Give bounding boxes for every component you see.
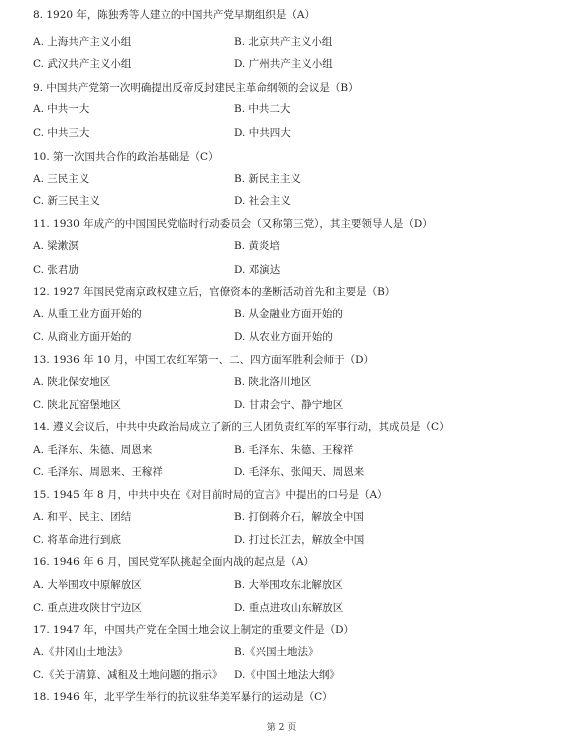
question-8-option-d: D. 广州共产主义小组 (234, 58, 333, 70)
question-8-option-b: B. 北京共产主义小组 (234, 36, 333, 48)
question-12-option-a: A. 从重工业方面开始的 (33, 308, 142, 320)
question-13: 13. 1936 年 10 月，中国工农红军第一、二、四方面军胜利会师于（D） (33, 354, 375, 366)
question-11-option-c: C. 张君劢 (33, 264, 79, 276)
question-11-option-a: A. 梁漱溟 (33, 240, 79, 252)
question-15-option-d: D. 打过长江去，解放全中国 (234, 534, 365, 546)
question-10-option-c: C. 新三民主义 (33, 195, 100, 207)
question-14-option-d: D. 毛泽东、张闻天、周恩来 (234, 466, 365, 478)
question-16-option-d: D. 重点进攻山东解放区 (234, 602, 344, 614)
question-8-option-a: A. 上海共产主义小组 (33, 36, 132, 48)
question-13-option-d: D. 甘肃会宁、静宁地区 (234, 399, 344, 411)
question-12-option-c: C. 从商业方面开始的 (33, 331, 132, 343)
question-16-option-a: A. 大举围攻中原解放区 (33, 579, 142, 591)
question-8: 8. 1920 年，陈独秀等人建立的中国共产党早期组织是（A） (33, 9, 315, 21)
question-15-option-c: C. 将革命进行到底 (33, 534, 121, 546)
page-number: 第 2 页 (266, 723, 297, 733)
question-9-option-a: A. 中共一大 (33, 103, 90, 115)
question-15: 15. 1945 年 8 月，中共中央在《对目前时局的宣言》中提出的口号是（A） (33, 489, 388, 501)
question-9-option-d: D. 中共四大 (234, 127, 291, 139)
question-14-option-b: B. 毛泽东、朱德、王稼祥 (234, 444, 354, 456)
question-10-option-b: B. 新民主主义 (234, 173, 301, 185)
question-17-option-a: A.《井冈山土地法》 (33, 646, 128, 658)
question-14-option-a: A. 毛泽东、朱德、周恩来 (33, 444, 153, 456)
question-10-option-d: D. 社会主义 (234, 195, 291, 207)
question-14-option-c: C. 毛泽东、周恩来、王稼祥 (33, 466, 163, 478)
question-16: 16. 1946 年 6 月，国民党军队挑起全面内战的起点是（A） (33, 556, 315, 568)
question-17: 17. 1947 年，中国共产党在全国土地会议上制定的重要文件是（D） (33, 624, 355, 636)
question-13-option-c: C. 陕北瓦窑堡地区 (33, 399, 121, 411)
question-8-option-c: C. 武汉共产主义小组 (33, 58, 132, 70)
question-12-option-d: D. 从农业方面开始的 (234, 331, 333, 343)
question-17-option-c: C.《关于清算、减租及土地问题的指示》 (33, 669, 223, 681)
question-10-option-a: A. 三民主义 (33, 173, 90, 185)
question-15-option-b: B. 打倒蒋介石，解放全中国 (234, 511, 364, 523)
question-9-option-c: C. 中共三大 (33, 127, 90, 139)
question-10: 10. 第一次国共合作的政治基础是（C） (33, 151, 219, 163)
question-12-option-b: B. 从金融业方面开始的 (234, 308, 343, 320)
question-15-option-a: A. 和平、民主、团结 (33, 511, 132, 523)
question-17-option-b: B.《兴国土地法》 (234, 646, 319, 658)
question-11: 11. 1930 年成产的中国国民党临时行动委员会（又称第三党），其主要领导人是（D） (33, 218, 433, 230)
question-16-option-b: B. 大举围攻东北解放区 (234, 579, 343, 591)
question-9: 9. 中国共产党第一次明确提出反帝反封建民主革命纲领的会议是（B） (33, 82, 359, 94)
question-9-option-b: B. 中共二大 (234, 103, 291, 115)
question-13-option-a: A. 陕北保安地区 (33, 376, 111, 388)
question-13-option-b: B. 陕北洛川地区 (234, 376, 312, 388)
question-17-option-d: D.《中国土地法大纲》 (234, 669, 340, 681)
question-12: 12. 1927 年国民党南京政权建立后，官僚资本的垄断活动首先和主要是（B） (33, 286, 396, 298)
question-16-option-c: C. 重点进攻陕甘宁边区 (33, 602, 142, 614)
question-11-option-d: D. 邓演达 (234, 264, 281, 276)
question-14: 14. 遵义会议后，中共中央政治局成立了新的三人团负责红军的军事行动，其成员是（C） (33, 421, 450, 433)
question-18: 18. 1946 年，北平学生举行的抗议驻华美军暴行的运动是（C） (33, 691, 333, 703)
question-11-option-b: B. 黄炎培 (234, 240, 280, 252)
